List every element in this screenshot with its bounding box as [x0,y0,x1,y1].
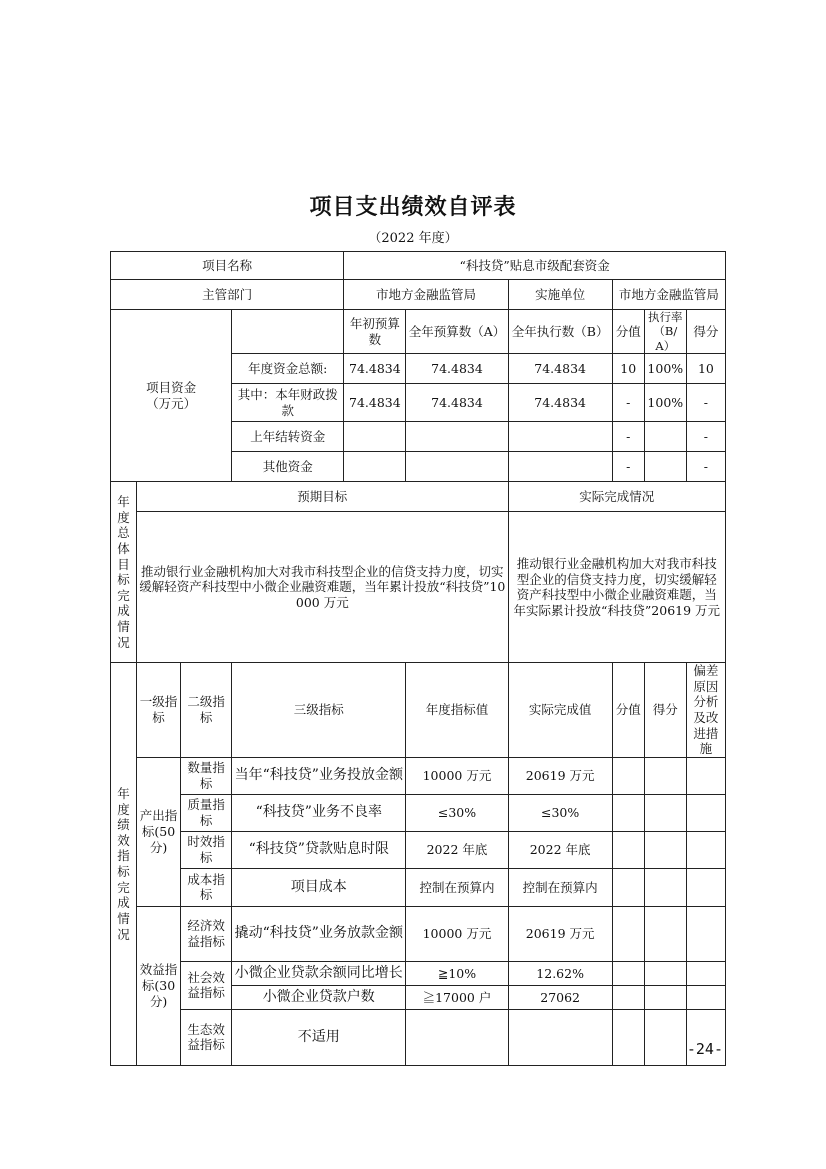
indicator-row [111,961,726,985]
indicator-deviation [686,961,725,985]
department-row [111,280,726,310]
indicator-score-value [612,1009,644,1065]
indicator-score-value [612,757,644,794]
goals-header-row [111,482,726,512]
goals-section-label: 年度总体目标完成情况 [111,482,137,663]
funds-header-blank [232,310,344,354]
indicators-section-label: 年度绩效指标完成情况 [111,663,137,1066]
indicator-level2: 质量指标 [181,794,232,831]
funds-row-executed: 74.4834 [508,354,612,384]
indicator-target: 10000 万元 [406,757,508,794]
goals-actual-header: 实际完成情况 [508,482,725,512]
funds-row-executed [508,422,612,452]
indicators-header-score: 得分 [644,663,686,758]
indicator-actual: 27062 [508,985,612,1009]
funds-row-full-budget: 74.4834 [406,384,508,422]
indicator-deviation [686,757,725,794]
funds-row-rate [644,422,686,452]
funds-row-initial [344,422,406,452]
indicator-level2: 数量指标 [181,757,232,794]
funds-row-executed [508,452,612,482]
indicator-deviation [686,831,725,868]
implementing-unit-value: 市地方金融监管局 [612,280,725,310]
funds-row-label: 其中：本年财政拨款 [232,384,344,422]
indicator-level3: 项目成本 [232,868,406,906]
indicator-deviation [686,906,725,961]
indicators-header-level1: 一级指标 [137,663,181,758]
funds-row-full-budget: 74.4834 [406,354,508,384]
indicator-score [644,794,686,831]
page-number: -24- [686,1040,723,1058]
page-title: 项目支出绩效自评表 [309,194,517,220]
funds-header-score: 得分 [686,310,725,354]
indicator-score [644,961,686,985]
indicator-level3: 小微企业贷款户数 [232,985,406,1009]
funds-row-score-value: - [612,422,644,452]
indicators-header-actual: 实际完成值 [508,663,612,758]
funds-row-label: 年度资金总额: [232,354,344,384]
project-name-value: “科技贷”贴息市级配套资金 [344,252,726,280]
indicator-score-value [612,831,644,868]
funds-row-score: - [686,422,725,452]
indicators-header-row [111,663,726,758]
funds-row-rate [644,452,686,482]
indicator-actual: 20619 万元 [508,757,612,794]
goals-content-row [111,512,726,663]
funds-row-initial: 74.4834 [344,384,406,422]
indicator-target: ≧10% [406,961,508,985]
indicator-score-value [612,961,644,985]
funds-row-label: 其他资金 [232,452,344,482]
indicator-actual: 2022 年底 [508,831,612,868]
indicator-level2: 成本指标 [181,868,232,906]
indicator-target: ≧17000 户 [406,985,508,1009]
indicator-level2: 社会效益指标 [181,961,232,1009]
funds-row-score-value: 10 [612,354,644,384]
indicator-level3: “科技贷”贷款贴息时限 [232,831,406,868]
indicator-score-value [612,868,644,906]
funds-row-score: - [686,384,725,422]
indicator-actual: 20619 万元 [508,906,612,961]
output-indicator-group: 产出指标(50分) [137,757,181,906]
funds-row-initial [344,452,406,482]
funds-row-rate: 100% [644,384,686,422]
indicator-level3: 撬动“科技贷”业务放款金额 [232,906,406,961]
indicator-actual: 12.62% [508,961,612,985]
indicator-deviation [686,794,725,831]
indicators-header-deviation: 偏差原因分析及改进措施 [686,663,725,758]
implementing-unit-label: 实施单位 [508,280,612,310]
funds-row-full-budget [406,422,508,452]
indicator-score [644,1009,686,1065]
indicator-target [406,1009,508,1065]
indicator-target: 控制在预算内 [406,868,508,906]
indicator-score-value [612,985,644,1009]
indicator-level3: 当年“科技贷”业务投放金额 [232,757,406,794]
indicator-target: 10000 万元 [406,906,508,961]
indicator-score [644,757,686,794]
indicator-row [111,1009,726,1065]
indicator-actual: ≤30% [508,794,612,831]
project-name-label: 项目名称 [111,252,344,280]
funds-header-executed: 全年执行数（B） [508,310,612,354]
funds-section-label: 项目资金 （万元） [111,310,232,482]
funds-header-initial: 年初预算数 [344,310,406,354]
indicator-deviation [686,985,725,1009]
funds-header-full-budget: 全年预算数（A） [406,310,508,354]
indicators-header-level3: 三级指标 [232,663,406,758]
funds-header-rate: 执行率（B/A） [644,310,686,354]
indicator-level2: 时效指标 [181,831,232,868]
benefit-indicator-group: 效益指标(30分) [137,906,181,1065]
indicator-row [111,757,726,794]
indicator-target: ≤30% [406,794,508,831]
indicator-score [644,985,686,1009]
goals-actual-text: 推动银行业金融机构加大对我市科技型企业的信贷支持力度，切实缓解轻资产科技型中小微企业融资难题，当年实际累计投放“科技贷”20619 万元 [508,512,725,663]
indicator-score [644,868,686,906]
indicator-level3: “科技贷”业务不良率 [232,794,406,831]
indicators-header-score-value: 分值 [612,663,644,758]
indicator-level3: 不适用 [232,1009,406,1065]
indicators-header-level2: 二级指标 [181,663,232,758]
funds-header-score-value: 分值 [612,310,644,354]
department-label: 主管部门 [111,280,344,310]
indicator-score [644,831,686,868]
indicator-actual: 控制在预算内 [508,868,612,906]
indicator-level3: 小微企业贷款余额同比增长 [232,961,406,985]
indicator-target: 2022 年底 [406,831,508,868]
indicator-actual [508,1009,612,1065]
funds-row-executed: 74.4834 [508,384,612,422]
indicator-row [111,794,726,831]
funds-row-score-value: - [612,452,644,482]
funds-row-initial: 74.4834 [344,354,406,384]
page-subtitle: （2022 年度） [368,231,458,246]
funds-header-row [111,310,726,354]
goals-expected-text: 推动银行业金融机构加大对我市科技型企业的信贷支持力度，切实缓解轻资产科技型中小微企业融资难题，当年累计投放“科技贷”10000 万元 [137,512,509,663]
funds-row-score: - [686,452,725,482]
goals-expected-header: 预期目标 [137,482,509,512]
funds-row-score: 10 [686,354,725,384]
project-name-row [111,252,726,280]
indicator-level2: 经济效益指标 [181,906,232,961]
indicator-deviation [686,868,725,906]
department-value: 市地方金融监管局 [344,280,508,310]
funds-row-label: 上年结转资金 [232,422,344,452]
indicator-score-value [612,906,644,961]
indicator-score [644,906,686,961]
indicators-header-target: 年度指标值 [406,663,508,758]
indicator-row [111,868,726,906]
indicator-score-value [612,794,644,831]
indicator-row [111,906,726,961]
indicator-row [111,831,726,868]
funds-row-score-value: - [612,384,644,422]
funds-row-rate: 100% [644,354,686,384]
performance-self-evaluation-table [110,251,726,1066]
indicator-level2: 生态效益指标 [181,1009,232,1065]
funds-row-full-budget [406,452,508,482]
